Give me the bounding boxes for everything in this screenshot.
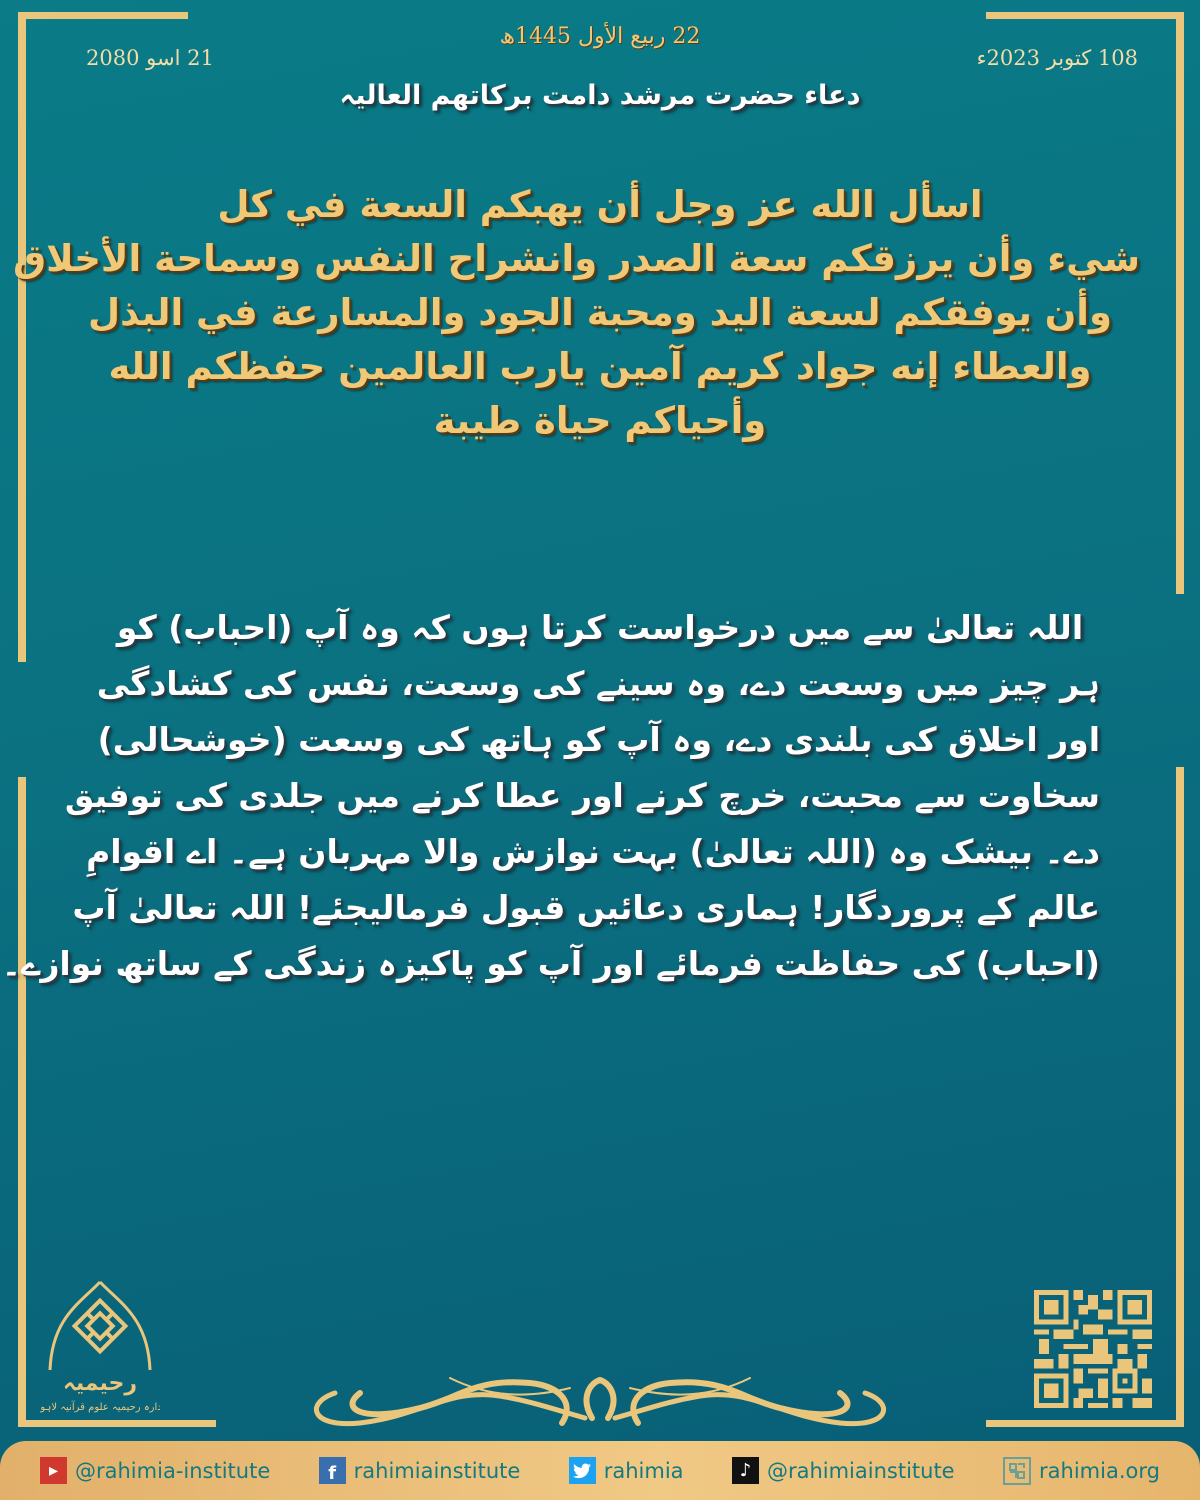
qr-code[interactable] [1033,1290,1153,1408]
logo-name: رحیمیہ [62,1371,138,1396]
facebook-link[interactable] [319,1457,521,1484]
twitter-handle: rahimia [603,1458,684,1483]
qr-code-icon [1033,1290,1153,1408]
rahimia-logo [40,1278,160,1418]
decorative-flourish-icon [300,1368,900,1428]
frame-bottom-left-h [18,1420,216,1427]
website-icon [1003,1457,1031,1485]
twitter-icon [569,1457,596,1484]
tiktok-link[interactable] [732,1457,955,1484]
frame-top-left-h [18,12,188,19]
tiktok-handle: @rahimiainstitute [766,1458,955,1483]
hijri-date: 22 ربیع الأول 1445ھ [499,24,701,49]
arabic-line: وأن يوفقكم لسعة اليد ومحبة الجود والمسارعة في البذل [87,291,1112,334]
frame-right-lower [1176,767,1184,1427]
frame-bottom-right-h [986,1420,1184,1427]
urdu-line: (احباب) کی حفاظت فرمائے اور آپ کو پاکیزہ زندگی کے ساتھ نوازے۔ [1,944,1100,983]
urdu-line: عالم کے پروردگار! ہماری دعائیں قبول فرمالیجئے! اللہ تعالیٰ آپ [72,888,1100,927]
arabic-line: والعطاء إنه جواد كريم آمين يارب العالمين حفظكم الله [108,345,1092,388]
arabic-line: اسأل الله عز وجل أن يهبكم السعة في كل [217,183,983,226]
facebook-handle: rahimiainstitute [353,1458,521,1483]
bikrami-date: 21 اسو 2080 [86,46,214,70]
page-title: دعاء حضرت مرشد دامت برکاتھم العالیہ [339,80,861,111]
urdu-line: دے۔ بیشک وہ (اللہ تعالیٰ) بہت نوازش والا مہربان ہے۔ اے اقوامِ [86,832,1100,871]
website-url: rahimia.org [1039,1458,1160,1483]
arabic-line: شيء وأن يرزقكم سعة الصدر وانشراح النفس وسماحة الأخلاق [13,237,1140,280]
urdu-line: ہر چیز میں وسعت دے، وہ سینے کی وسعت، نفس کی کشادگی [96,664,1100,703]
youtube-handle: @rahimia-institute [75,1458,271,1483]
youtube-icon: ▸ [40,1457,67,1484]
twitter-link[interactable] [569,1457,684,1484]
arabic-prayer [13,178,1140,448]
website-link[interactable] [1003,1457,1160,1485]
urdu-line: سخاوت سے محبت، خرچ کرنے اور عطا کرنے میں جلدی کی توفیق [64,776,1100,815]
tiktok-icon: ♪ [732,1457,759,1484]
gregorian-date: 108 کتوبر 2023ء [976,46,1138,70]
urdu-line: اللہ تعالیٰ سے میں درخواست کرتا ہوں کہ وہ آپ (احباب) کو [116,608,1084,647]
frame-top-right-h [986,12,1184,19]
urdu-line: اور اخلاق کی بلندی دے، وہ آپ کو ہاتھ کی وسعت (خوشحالی) [97,720,1100,759]
logo-dome-icon [40,1278,160,1418]
facebook-icon: f [319,1457,346,1484]
social-footer [0,1441,1200,1500]
frame-left-lower [18,777,26,1427]
arabic-line: وأحياكم حياة طيبة [433,399,767,442]
urdu-translation [1,600,1100,992]
youtube-link[interactable] [40,1457,270,1484]
logo-subtitle: ادارہ رحیمیہ علوم قرآنیہ لاہور [40,1402,160,1413]
